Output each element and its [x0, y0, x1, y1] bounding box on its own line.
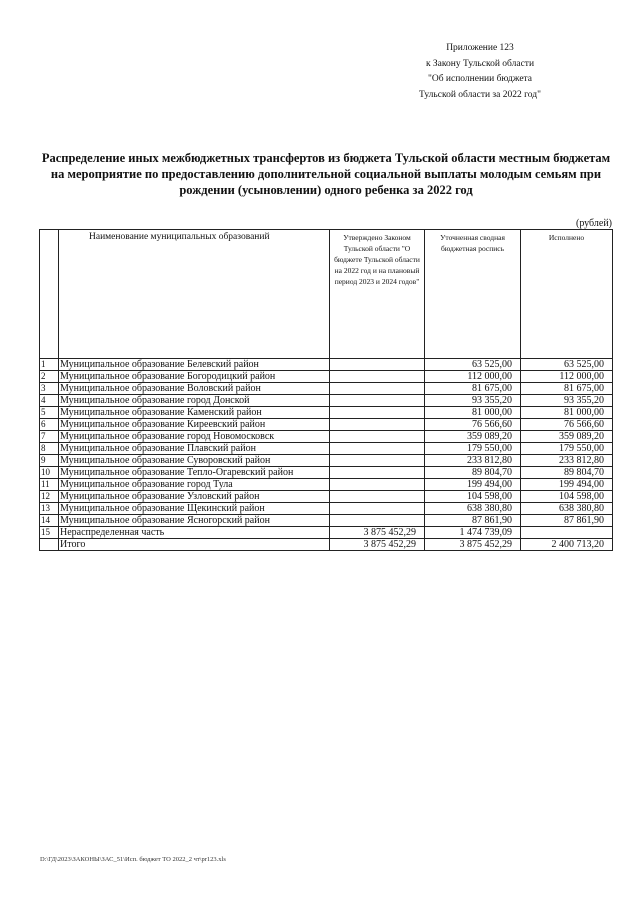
row-executed: 81 000,00: [521, 407, 613, 419]
table-row: [40, 479, 613, 491]
row-name: Муниципальное образование Ясногорский район: [59, 515, 330, 527]
row-index: 11: [40, 479, 59, 491]
row-refined: 63 525,00: [425, 359, 521, 371]
table-row: [40, 383, 613, 395]
row-refined: 104 598,00: [425, 491, 521, 503]
row-approved: [330, 479, 425, 491]
row-name: Муниципальное образование Воловский район: [59, 383, 330, 395]
row-refined: 89 804,70: [425, 467, 521, 479]
row-executed: 81 675,00: [521, 383, 613, 395]
row-index: 7: [40, 431, 59, 443]
table-header-row: [40, 230, 613, 359]
header-name: Наименование муниципальных образований: [59, 230, 330, 359]
table-row: [40, 407, 613, 419]
header-refined: Уточненная сводная бюджетная роспись: [425, 230, 521, 359]
row-index: 10: [40, 467, 59, 479]
row-executed: 76 566,60: [521, 419, 613, 431]
table-row: [40, 467, 613, 479]
row-name: Муниципальное образование город Тула: [59, 479, 330, 491]
transfers-table: [39, 229, 613, 551]
row-executed: 112 000,00: [521, 371, 613, 383]
file-path-footer: D:\ГД\2023\ЗАКОНЫ\ЗАС_51\Исп. бюджет ТО 2022_2 чт\pr123.xls: [40, 856, 226, 863]
header-note: [380, 41, 580, 103]
row-index: 13: [40, 503, 59, 515]
header-note-line: Тульской области за 2022 год": [419, 89, 541, 100]
row-refined: 233 812,80: [425, 455, 521, 467]
header-index: [40, 230, 59, 359]
table-row: [40, 491, 613, 503]
row-approved: [330, 395, 425, 407]
header-note-line: к Закону Тульской области: [425, 58, 535, 69]
units-label: (рублей): [575, 218, 612, 229]
row-name: Муниципальное образование Каменский район: [59, 407, 330, 419]
table-row: [40, 371, 613, 383]
header-note-line: "Об исполнении бюджета: [427, 74, 533, 84]
row-index: 3: [40, 383, 59, 395]
table-row: [40, 503, 613, 515]
row-name: Муниципальное образование Суворовский район: [59, 455, 330, 467]
row-refined: 199 494,00: [425, 479, 521, 491]
row-approved: [330, 503, 425, 515]
header-executed: Исполнено: [521, 230, 613, 359]
row-approved: [330, 431, 425, 443]
row-approved: [330, 419, 425, 431]
row-approved: [330, 371, 425, 383]
total-refined: 3 875 452,29: [425, 539, 521, 551]
row-refined: 359 089,20: [425, 431, 521, 443]
row-approved: [330, 443, 425, 455]
row-executed: 93 355,20: [521, 395, 613, 407]
table-row: [40, 527, 613, 539]
row-name: Муниципальное образование Щекинский район: [59, 503, 330, 515]
row-index: 2: [40, 371, 59, 383]
row-name: Муниципальное образование Узловский район: [59, 491, 330, 503]
total-label: Итого: [59, 539, 330, 551]
row-name: Муниципальное образование Тепло-Огаревский район: [59, 467, 330, 479]
row-index: 12: [40, 491, 59, 503]
row-executed: 359 089,20: [521, 431, 613, 443]
table-row: [40, 395, 613, 407]
document-title: Распределение иных межбюджетных трансфертов из бюджета Тульской области местным бюджетам на мероприятие по предоставлению дополнительной социальной выплаты молодым семьям при рождении (усыновлении) одного ребенка за 2022 год: [41, 151, 611, 197]
total-row: [40, 539, 613, 551]
table-row: [40, 359, 613, 371]
row-refined: 112 000,00: [425, 371, 521, 383]
header-note-line: Приложение 123: [446, 43, 514, 53]
row-approved: [330, 383, 425, 395]
row-index: 1: [40, 359, 59, 371]
row-name: Муниципальное образование Белевский район: [59, 359, 330, 371]
table-row: [40, 431, 613, 443]
row-approved: [330, 359, 425, 371]
table-row: [40, 455, 613, 467]
row-approved: [330, 515, 425, 527]
row-index: 14: [40, 515, 59, 527]
row-refined: 87 861,90: [425, 515, 521, 527]
row-index: 5: [40, 407, 59, 419]
row-refined: 179 550,00: [425, 443, 521, 455]
row-approved: [330, 467, 425, 479]
table-row: [40, 443, 613, 455]
row-refined: 1 474 739,09: [425, 527, 521, 539]
row-refined: 81 000,00: [425, 407, 521, 419]
row-executed: 89 804,70: [521, 467, 613, 479]
row-index: 6: [40, 419, 59, 431]
row-executed: 104 598,00: [521, 491, 613, 503]
row-name: Муниципальное образование город Донской: [59, 395, 330, 407]
row-index: 15: [40, 527, 59, 539]
row-approved: [330, 491, 425, 503]
row-approved: [330, 455, 425, 467]
row-index: 9: [40, 455, 59, 467]
row-name: Муниципальное образование город Новомосковск: [59, 431, 330, 443]
row-refined: 93 355,20: [425, 395, 521, 407]
row-approved: [330, 407, 425, 419]
row-executed: 638 380,80: [521, 503, 613, 515]
row-refined: 81 675,00: [425, 383, 521, 395]
row-index: 8: [40, 443, 59, 455]
row-executed: 179 550,00: [521, 443, 613, 455]
table-body: [40, 359, 613, 551]
row-approved: 3 875 452,29: [330, 527, 425, 539]
table-row: [40, 419, 613, 431]
row-refined: 638 380,80: [425, 503, 521, 515]
total-approved: 3 875 452,29: [330, 539, 425, 551]
row-name: Нераспределенная часть: [59, 527, 330, 539]
row-index: 4: [40, 395, 59, 407]
row-name: Муниципальное образование Богородицкий район: [59, 371, 330, 383]
row-name: Муниципальное образование Плавский район: [59, 443, 330, 455]
row-executed: 199 494,00: [521, 479, 613, 491]
row-executed: 233 812,80: [521, 455, 613, 467]
row-name: Муниципальное образование Киреевский район: [59, 419, 330, 431]
total-index: [40, 539, 59, 551]
total-executed: 2 400 713,20: [521, 539, 613, 551]
row-executed: 87 861,90: [521, 515, 613, 527]
row-refined: 76 566,60: [425, 419, 521, 431]
table-row: [40, 515, 613, 527]
row-executed: 63 525,00: [521, 359, 613, 371]
header-approved: Утверждено Законом Тульской области "О бюджете Тульской области на 2022 год и на плановый период 2023 и 2024 годов": [330, 230, 425, 359]
row-executed: [521, 527, 613, 539]
